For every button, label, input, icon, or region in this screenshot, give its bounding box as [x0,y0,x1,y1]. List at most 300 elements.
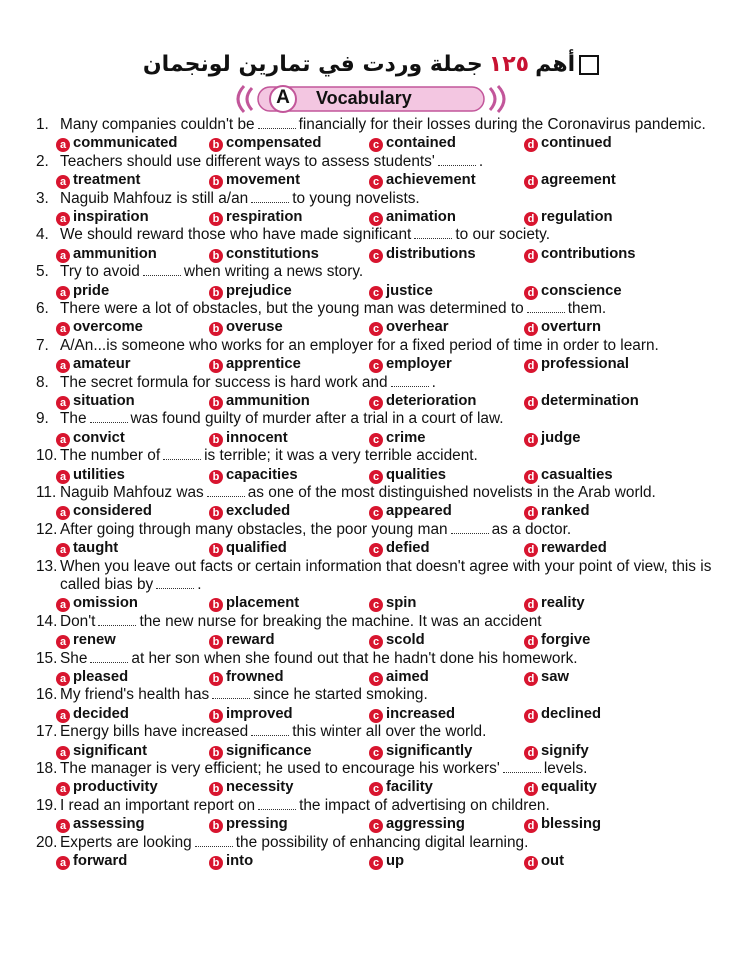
question-13 [36,558,712,595]
option-letter-icon: a [56,138,70,152]
option-d[interactable] [524,245,636,263]
option-b[interactable] [209,668,284,686]
option-c[interactable] [369,631,425,649]
option-b[interactable] [209,318,283,336]
option-text: deterioration [386,392,477,409]
question-text-end: . [478,152,484,170]
question-text-end: them. [567,299,607,317]
option-c[interactable] [369,171,476,189]
option-text: omission [73,595,138,612]
option-text: placement [226,595,300,612]
option-d[interactable] [524,539,607,557]
option-c[interactable] [369,815,465,833]
question-14 [36,613,712,631]
option-a[interactable] [56,539,118,557]
option-letter-icon: d [524,212,538,226]
options-row [36,392,712,410]
option-letter-icon: c [369,635,383,649]
option-letter-icon: c [369,396,383,410]
option-text: qualities [386,466,447,483]
option-text: respiration [226,209,303,225]
option-a[interactable] [56,429,125,447]
answer-blank [451,523,489,534]
option-d[interactable] [524,171,616,189]
option-text: facility [386,779,433,796]
option-letter-icon: a [56,433,70,447]
option-b[interactable] [209,815,288,833]
option-letter-icon: a [56,396,70,410]
option-a[interactable] [56,778,158,796]
option-d[interactable] [524,668,569,686]
question-number: 20. [36,833,58,851]
question-text: We should reward those who have made significant [60,226,412,244]
section-letter: A [276,87,290,108]
option-text: pressing [226,816,288,833]
option-letter-icon: d [524,746,538,760]
answer-blank [156,578,194,589]
option-a[interactable] [56,668,128,686]
answer-blank [251,725,289,736]
option-c[interactable] [369,668,429,686]
question-text: The manager is very efficient; he used to encourage his workers' [60,759,500,777]
question-text: The [60,410,87,428]
answer-blank [414,228,452,239]
option-letter-icon: d [524,598,538,612]
option-text: prejudice [226,282,292,299]
option-text: reward [226,632,275,649]
option-c[interactable] [369,594,416,612]
option-letter-icon: a [56,782,70,796]
option-letter-icon: c [369,543,383,557]
option-d[interactable] [524,852,564,870]
option-letter-icon: b [209,249,223,263]
option-d[interactable] [524,502,590,520]
option-c[interactable] [369,742,472,760]
answer-blank [391,376,429,387]
option-letter-icon: c [369,138,383,152]
option-text: considered [73,503,152,520]
option-letter-icon: a [56,672,70,686]
question-number: 3. [36,189,49,207]
option-letter-icon: a [56,856,70,870]
option-text: rewarded [541,540,607,557]
answer-blank [98,615,136,626]
option-d[interactable] [524,318,601,336]
options-row [36,742,712,760]
question-text-end: the impact of advertising on children. [299,796,550,814]
checkbox-icon [579,55,599,75]
option-d[interactable] [524,208,613,226]
option-b[interactable] [209,282,292,300]
option-b[interactable] [209,705,293,723]
option-a[interactable] [56,852,127,870]
question-number: 4. [36,226,49,244]
question-19 [36,797,712,815]
option-d[interactable] [524,134,612,152]
option-d[interactable] [524,705,601,723]
question-4 [36,226,712,244]
option-letter-icon: d [524,819,538,833]
option-c[interactable] [369,778,433,796]
option-d[interactable] [524,742,589,760]
option-text: determination [541,392,639,409]
option-c[interactable] [369,466,446,484]
question-text-end: levels. [543,759,588,777]
option-letter-icon: c [369,359,383,373]
question-number: 6. [36,299,49,317]
question-15 [36,650,712,668]
answer-blank [207,486,245,497]
option-b[interactable] [209,778,293,796]
question-20 [36,834,712,852]
option-text: overcome [73,319,143,336]
option-text: necessity [226,779,294,796]
question-6 [36,300,712,318]
question-text-end: . [431,373,436,391]
option-a[interactable] [56,815,145,833]
option-a[interactable] [56,134,177,152]
option-a[interactable] [56,282,109,300]
option-letter-icon: b [209,709,223,723]
options-row [36,539,712,557]
question-16 [36,686,712,704]
question-text: Energy bills have increased [60,723,249,741]
option-d[interactable] [524,466,613,484]
option-text: improved [226,705,293,722]
option-b[interactable] [209,245,319,263]
option-letter-icon: d [524,506,538,520]
option-letter-icon: b [209,470,223,484]
option-a[interactable] [56,171,140,189]
option-letter-icon: d [524,249,538,263]
option-text: contributions [541,245,636,262]
option-text: utilities [73,466,125,483]
question-10 [36,447,712,465]
question-number: 2. [36,152,49,170]
question-text: I read an important report on [60,796,256,814]
option-c[interactable] [369,134,456,152]
option-text: reality [541,595,585,612]
options-row [36,466,712,484]
option-letter-icon: c [369,470,383,484]
option-letter-icon: a [56,249,70,263]
option-d[interactable] [524,778,597,796]
option-letter-icon: a [56,286,70,300]
question-text: The number of [60,447,161,465]
question-text-end: was found guilty of murder after a trial in a court of law. [130,410,504,428]
question-number: 11. [36,483,57,501]
option-a[interactable] [56,208,149,226]
option-letter-icon: a [56,470,70,484]
option-letter-icon: b [209,433,223,447]
option-letter-icon: b [209,138,223,152]
option-b[interactable] [209,502,290,520]
option-text: constitutions [226,245,319,262]
option-letter-icon: c [369,782,383,796]
title-suffix: جملة وردت في تمارين لونجمان [142,52,483,77]
option-b[interactable] [209,594,299,612]
options-row [36,502,712,520]
option-letter-icon: c [369,175,383,189]
option-text: saw [541,668,569,685]
section-banner [230,84,512,114]
option-letter-icon: d [524,709,538,723]
option-letter-icon: a [56,598,70,612]
question-7 [36,337,712,355]
option-c[interactable] [369,392,476,410]
question-number: 10. [36,447,58,465]
option-letter-icon: b [209,506,223,520]
option-letter-icon: c [369,746,383,760]
question-number: 13. [36,557,58,575]
question-2 [36,153,712,171]
option-text: overuse [226,319,283,336]
question-text: My friend's health has [60,686,210,704]
option-letter-icon: d [524,433,538,447]
option-text: ammunition [226,392,310,409]
option-letter-icon: b [209,286,223,300]
option-text: contained [386,135,456,152]
option-letter-icon: d [524,672,538,686]
question-text-end: when writing a news story. [183,263,364,281]
option-c[interactable] [369,539,430,557]
option-text: distributions [386,245,476,262]
option-text: continued [541,135,612,152]
option-text: judge [541,429,581,446]
question-number: 8. [36,373,49,391]
option-letter-icon: d [524,635,538,649]
option-text: achievement [386,172,476,189]
option-letter-icon: a [56,543,70,557]
option-letter-icon: b [209,819,223,833]
question-text-end: this winter all over the world. [292,723,487,741]
option-b[interactable] [209,631,275,649]
option-a[interactable] [56,742,147,760]
option-c[interactable] [369,245,476,263]
option-c[interactable] [369,502,452,520]
answer-blank [212,688,250,699]
option-text: ranked [541,503,590,520]
option-letter-icon: d [524,856,538,870]
option-letter-icon: d [524,175,538,189]
option-d[interactable] [524,815,601,833]
option-text: assessing [73,816,145,833]
option-letter-icon: c [369,212,383,226]
option-text: agreement [541,172,616,189]
option-letter-icon: b [209,175,223,189]
question-number: 1. [36,116,49,133]
option-text: convict [73,429,125,446]
option-text: decided [73,705,129,722]
option-c[interactable] [369,208,456,226]
answer-blank [258,118,296,129]
option-text: treatment [73,172,141,189]
option-b[interactable] [209,134,321,152]
option-text: inspiration [73,209,149,225]
option-b[interactable] [209,208,302,226]
option-b[interactable] [209,429,288,447]
options-row [36,852,712,870]
option-c[interactable] [369,429,426,447]
option-text: signify [541,742,589,759]
option-a[interactable] [56,631,116,649]
option-letter-icon: a [56,635,70,649]
answer-blank [503,762,541,773]
answer-blank [143,265,181,276]
options-row [36,631,712,649]
option-letter-icon: d [524,543,538,557]
option-text: pleased [73,668,129,685]
option-b[interactable] [209,355,301,373]
option-d[interactable] [524,429,580,447]
option-a[interactable] [56,594,138,612]
option-text: declined [541,705,602,722]
options-row [36,778,712,796]
option-d[interactable] [524,392,639,410]
question-number: 17. [36,723,58,741]
option-c[interactable] [369,852,404,870]
option-letter-icon: a [56,746,70,760]
option-letter-icon: c [369,322,383,336]
option-letter-icon: d [524,322,538,336]
options-row [36,668,712,686]
question-9 [36,410,712,428]
option-text: renew [73,632,116,649]
option-letter-icon: c [369,856,383,870]
question-number: 14. [36,612,58,630]
option-letter-icon: a [56,359,70,373]
option-b[interactable] [209,852,253,870]
option-b[interactable] [209,742,312,760]
option-b[interactable] [209,171,300,189]
question-text: There were a lot of obstacles, but the young man was determined to [60,299,524,317]
option-letter-icon: c [369,672,383,686]
section-title: Vocabulary [316,88,412,108]
option-letter-icon: b [209,322,223,336]
options-row [36,594,712,612]
answer-blank [527,302,565,313]
option-text: communicated [73,135,178,152]
question-text-end: since he started smoking. [253,686,428,704]
option-d[interactable] [524,594,585,612]
option-letter-icon: a [56,709,70,723]
question-number: 5. [36,263,49,281]
option-letter-icon: d [524,470,538,484]
question-text: Experts are looking [60,833,192,851]
options-row [36,429,712,447]
option-b[interactable] [209,466,298,484]
option-d[interactable] [524,282,622,300]
question-list [36,116,712,870]
option-text: amateur [73,356,131,373]
option-text: appeared [386,503,452,520]
option-text: up [386,852,405,869]
option-a[interactable] [56,466,125,484]
option-letter-icon: b [209,543,223,557]
option-letter-icon: b [209,212,223,226]
option-letter-icon: b [209,856,223,870]
options-row [36,355,712,373]
option-text: excluded [226,503,291,520]
answer-blank [90,412,128,423]
option-text: animation [386,209,456,225]
option-c[interactable] [369,318,449,336]
option-text: professional [541,356,629,373]
option-c[interactable] [369,705,455,723]
option-text: innocent [226,429,288,446]
option-text: overhear [386,319,449,336]
option-d[interactable] [524,631,590,649]
question-text-end: at her son when she found out that he hadn't done his homework. [131,649,578,667]
question-text-end: . [197,575,202,593]
option-a[interactable] [56,392,135,410]
option-letter-icon: d [524,396,538,410]
option-text: regulation [541,209,613,225]
option-letter-icon: a [56,175,70,189]
option-a[interactable] [56,245,157,263]
option-a[interactable] [56,502,152,520]
option-text: increased [386,705,456,722]
options-row [36,134,712,152]
question-3 [36,190,712,208]
option-a[interactable] [56,705,129,723]
question-text: Teachers should use different ways to assess students' [60,152,435,170]
option-text: pride [73,282,110,299]
option-c[interactable] [369,355,452,373]
question-text: Many companies couldn't be [60,116,255,133]
options-row [36,245,712,263]
option-b[interactable] [209,392,310,410]
option-letter-icon: c [369,819,383,833]
question-number: 12. [36,520,58,538]
option-text: blessing [541,816,602,833]
option-a[interactable] [56,318,143,336]
option-text: aggressing [386,816,465,833]
option-text: qualified [226,540,287,557]
option-letter-icon: b [209,635,223,649]
option-text: employer [386,356,452,373]
option-text: forgive [541,632,591,649]
answer-blank [90,652,128,663]
question-text-end: the possibility of enhancing digital learning. [235,833,529,851]
option-text: into [226,852,254,869]
question-text-end: the new nurse for breaking the machine. It was an accident [139,612,542,630]
option-c[interactable] [369,282,433,300]
option-text: forward [73,852,128,869]
option-letter-icon: b [209,359,223,373]
option-d[interactable] [524,355,629,373]
title-number: ١٢٥ [488,52,530,77]
question-number: 16. [36,686,58,704]
question-text-end: is terrible; it was a very terrible accident. [204,447,478,465]
option-text: out [541,852,565,869]
option-text: compensated [226,135,322,152]
question-text: A/An...is someone who works for an employer for a fixed period of time in order to learn. [60,336,659,354]
option-b[interactable] [209,539,287,557]
question-text: The secret formula for success is hard work and [60,373,388,391]
question-text: When you leave out facts or certain information that doesn't agree with your point of view, this is called bias by [60,557,712,593]
option-text: defied [386,540,430,557]
option-text: situation [73,392,135,409]
option-text: significantly [386,742,473,759]
option-letter-icon: c [369,249,383,263]
question-number: 15. [36,649,58,667]
options-row [36,208,712,226]
option-a[interactable] [56,355,131,373]
question-text: She [60,649,88,667]
question-text: After going through many obstacles, the poor young man [60,520,448,538]
option-letter-icon: d [524,138,538,152]
